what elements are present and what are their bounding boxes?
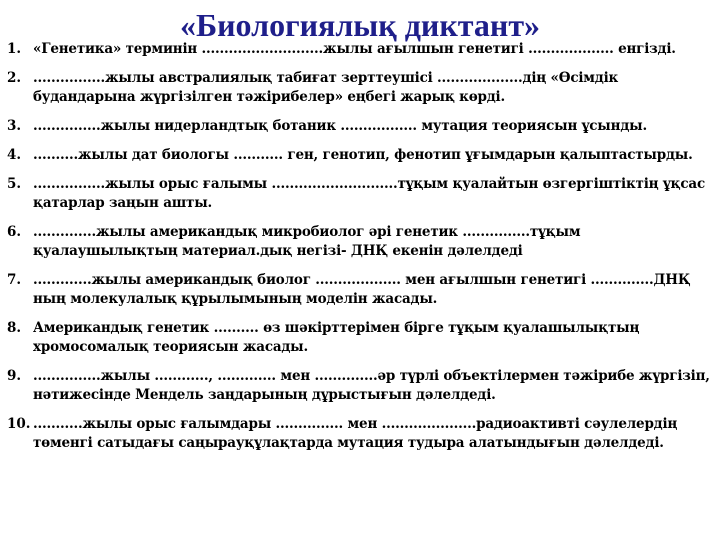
list-item [7,40,712,59]
page-title: «Биологиялық диктант» [179,7,541,43]
item-text: нәтижесінде Мендель заңдарының дұрыстығын дәлелдеді. [33,387,496,403]
item-text: ның молекулалық құрылымының моделін жасады. [33,291,438,307]
item-text: ...............жылы ............, ............. мен ..............әр түрлі объектілермен тәжірибе жүргізіп, [33,368,710,384]
list-item [7,367,712,405]
item-text: Американдық генетик .......... өз шәкірттерімен бірге тұқым қуалашылықтың [33,320,640,336]
item-text: хромосомалық теориясын жасады. [33,339,309,355]
item-number: 9. [7,368,22,384]
item-number: 5. [7,176,22,192]
item-number: 3. [7,118,22,134]
item-number: 10. [7,416,31,432]
item-text: .............жылы американдық биолог ................... мен ағылшын генетигі ..............ДНҚ [33,272,691,288]
list-item [7,271,712,309]
list-item [7,319,712,357]
item-text: қуалаушылықтың материал.дық негізі- ДНҚ екенін дәлелдеді [33,243,523,259]
item-number: 7. [7,272,22,288]
item-text: ..............жылы американдық микробиолог әрі генетик ...............тұқым [33,224,581,240]
item-number: 4. [7,147,22,163]
item-text: төменгі сатыдағы саңырауқұлақтарда мутация тудыра алатындығын дәлелдеді. [33,435,664,451]
item-text: «Генетика» терминін ...........................жылы ағылшын генетигі ................... енгізді. [33,41,676,57]
item-text: қатарлар заңын ашты. [33,195,213,211]
list-item [7,223,712,261]
item-number: 1. [7,41,22,57]
list-item [7,175,712,213]
dictation-list [7,40,712,453]
item-text: ................жылы австралиялық табиғат зерттеушісі ...................дің «Өсімдік [33,70,619,86]
item-text: ..........жылы дат биологы ........... ген, генотип, фенотип ұғымдарын қалыптастырды. [33,147,693,163]
item-text: ...........жылы орыс ғалымдары ............... мен .....................радиоактивті сәулелердің [33,416,678,432]
item-number: 2. [7,70,22,86]
list-item [7,146,712,165]
list-item [7,117,712,136]
item-text: будандарына жүргізілген тәжірибелер» еңбегі жарық көрді. [33,89,505,105]
list-item [7,69,712,107]
item-number: 8. [7,320,22,336]
item-number: 6. [7,224,22,240]
list-item [7,415,712,453]
item-text: ...............жылы нидерландтық ботаник ................. мутация теориясын ұсынды. [33,118,647,134]
item-text: ................жылы орыс ғалымы ............................тұқым қуалайтын өзгергіштіктің ұқсас [33,176,705,192]
